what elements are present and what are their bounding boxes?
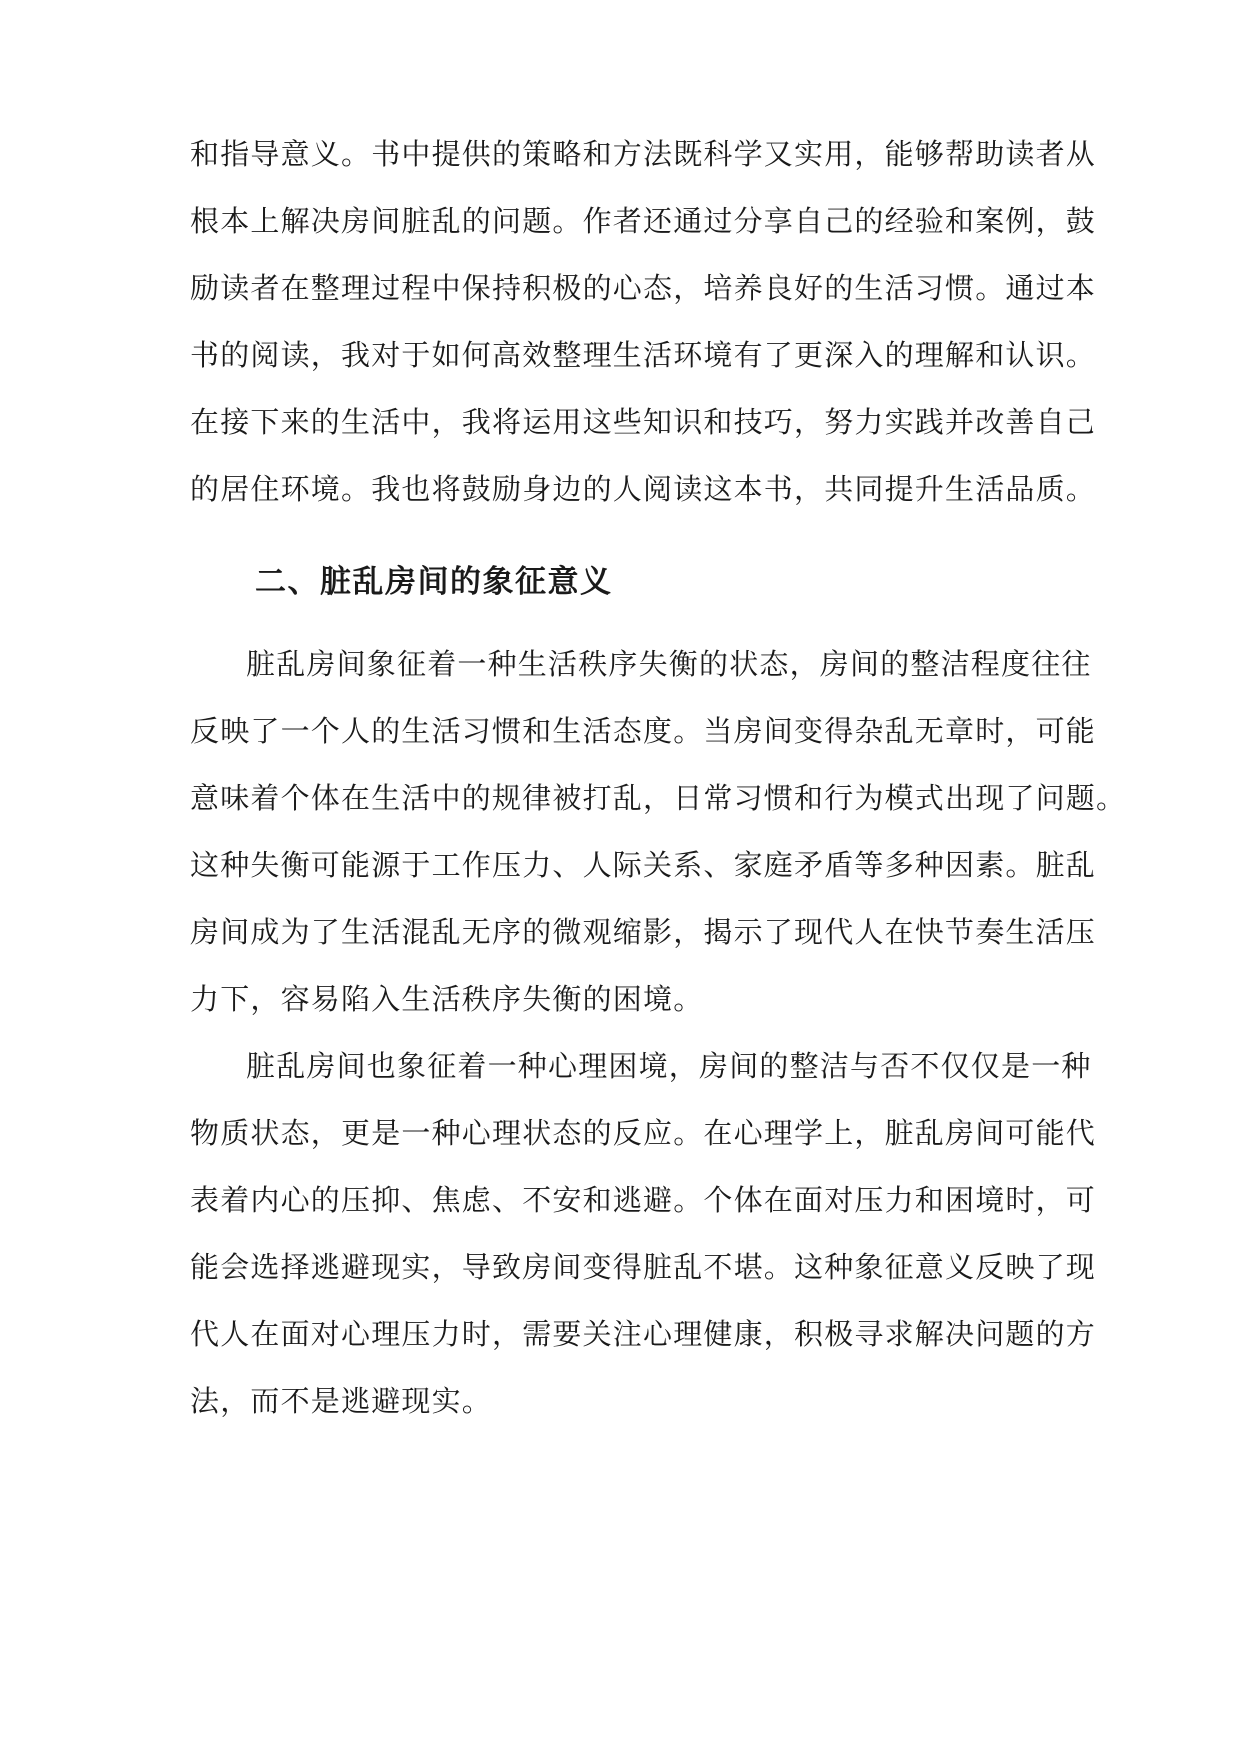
text-line: 脏乱房间象征着一种生活秩序失衡的状态，房间的整洁程度往往: [246, 647, 1092, 681]
text-line: 反映了一个人的生活习惯和生活态度。当房间变得杂乱无章时，可能: [190, 714, 1097, 748]
text-line: 这种失衡可能源于工作压力、人际关系、家庭矛盾等多种因素。脏乱: [190, 848, 1097, 882]
text-line: 和指导意义。书中提供的策略和方法既科学又实用，能够帮助读者从: [190, 137, 1097, 171]
text-line: 房间成为了生活混乱无序的微观缩影，揭示了现代人在快节奏生活压: [190, 915, 1097, 949]
text-line: 能会选择逃避现实，导致房间变得脏乱不堪。这种象征意义反映了现: [190, 1250, 1097, 1284]
section-heading: 二、脏乱房间的象征意义: [255, 564, 613, 600]
text-line: 根本上解决房间脏乱的问题。作者还通过分享自己的经验和案例，鼓: [190, 204, 1097, 238]
text-line: 书的阅读，我对于如何高效整理生活环境有了更深入的理解和认识。: [190, 338, 1097, 372]
text-line: 脏乱房间也象征着一种心理困境，房间的整洁与否不仅仅是一种: [246, 1049, 1092, 1083]
text-line: 的居住环境。我也将鼓励身边的人阅读这本书，共同提升生活品质。: [190, 472, 1097, 506]
text-line: 表着内心的压抑、焦虑、不安和逃避。个体在面对压力和困境时，可: [190, 1183, 1097, 1217]
text-line: 物质状态，更是一种心理状态的反应。在心理学上，脏乱房间可能代: [190, 1116, 1097, 1150]
text-line: 励读者在整理过程中保持积极的心态，培养良好的生活习惯。通过本: [190, 271, 1097, 305]
text-line: 力下，容易陷入生活秩序失衡的困境。: [190, 982, 704, 1016]
text-line: 代人在面对心理压力时，需要关注心理健康，积极寻求解决问题的方: [190, 1317, 1097, 1351]
text-line: 意味着个体在生活中的规律被打乱，日常习惯和行为模式出现了问题。: [190, 781, 1127, 815]
text-line: 在接下来的生活中，我将运用这些知识和技巧，努力实践并改善自己: [190, 405, 1097, 439]
text-line: 法，而不是逃避现实。: [190, 1384, 493, 1418]
